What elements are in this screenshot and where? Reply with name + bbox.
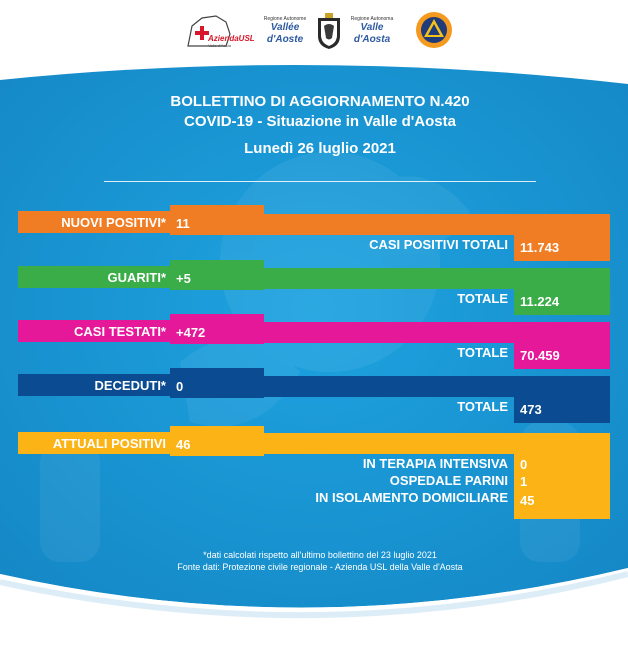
casi-testati-value: +472 [176, 325, 206, 340]
bulletin-title [100, 92, 540, 162]
nuovi-positivi-label: NUOVI POSITIVI* [61, 215, 166, 230]
deceduti-value-tab [170, 368, 264, 398]
deceduti-value: 0 [176, 379, 184, 394]
nuovi-long-bar [264, 214, 610, 235]
attuali-positivi-label: ATTUALI POSITIVI [52, 436, 166, 451]
guariti-label: GUARITI* [107, 270, 166, 285]
isolamento-domiciliare-label: IN ISOLAMENTO DOMICILIARE [315, 490, 508, 505]
guariti-long-bar [264, 268, 610, 289]
guariti-total-value: 11.224 [520, 294, 560, 309]
title-divider [104, 181, 536, 182]
deceduti-long-bar [264, 376, 610, 397]
usl-logo-text: AziendaUSL [208, 34, 255, 43]
bulletin-date: Lunedì 26 luglio 2021 [244, 140, 396, 157]
bulletin-subtitle: COVID-19 - Situazione in Valle d'Aosta [184, 113, 456, 130]
terapia-intensiva-label: IN TERAPIA INTENSIVA [362, 456, 508, 471]
ospedale-parini-label: OSPEDALE PARINI [389, 473, 508, 488]
attuali-positivi-value: 46 [176, 437, 191, 452]
deceduti-total-value: 473 [520, 402, 542, 417]
isolamento-domiciliare-value: 45 [520, 493, 535, 508]
testati-total-label: TOTALE [457, 345, 508, 360]
footnote [100, 549, 540, 573]
region-logo-italian: Regione Autonoma Valle d'Aosta [350, 16, 394, 45]
usl-logo [186, 12, 255, 52]
casi-positivi-totali-label: CASI POSITIVI TOTALI [369, 237, 508, 252]
terapia-intensiva-value: 0 [520, 457, 528, 472]
region-crest-icon [316, 12, 342, 50]
nuovi-positivi-value: 11 [176, 216, 190, 231]
header-logos [0, 0, 628, 62]
attuali-total-box [514, 454, 610, 519]
deceduti-label: DECEDUTI* [94, 378, 166, 393]
ospedale-parini-value: 1 [520, 474, 528, 489]
deceduti-total-label: TOTALE [457, 399, 508, 414]
attuali-long-bar [264, 433, 610, 454]
bulletin-number: BOLLETTINO DI AGGIORNAMENTO N.420 [170, 93, 470, 110]
casi-testati-label: CASI TESTATI* [74, 324, 166, 339]
casi-positivi-totali-value: 11.743 [520, 240, 560, 255]
civil-protection-icon [414, 10, 454, 50]
testati-total-value: 70.459 [520, 348, 560, 363]
footnote-source: Fonte dati: Protezione civile regionale - Azienda USL della Valle d'Aosta [177, 562, 463, 572]
region-logo-french: Regione Autonome Vallée d'Aoste [263, 16, 307, 45]
guariti-total-label: TOTALE [457, 291, 508, 306]
footnote-reference: *dati calcolati rispetto all'ultimo bollettino del 23 luglio 2021 [203, 550, 437, 560]
usl-logo-subtext: Valle d'Aosta [208, 43, 231, 48]
guariti-value: +5 [176, 271, 191, 286]
testati-long-bar [264, 322, 610, 343]
